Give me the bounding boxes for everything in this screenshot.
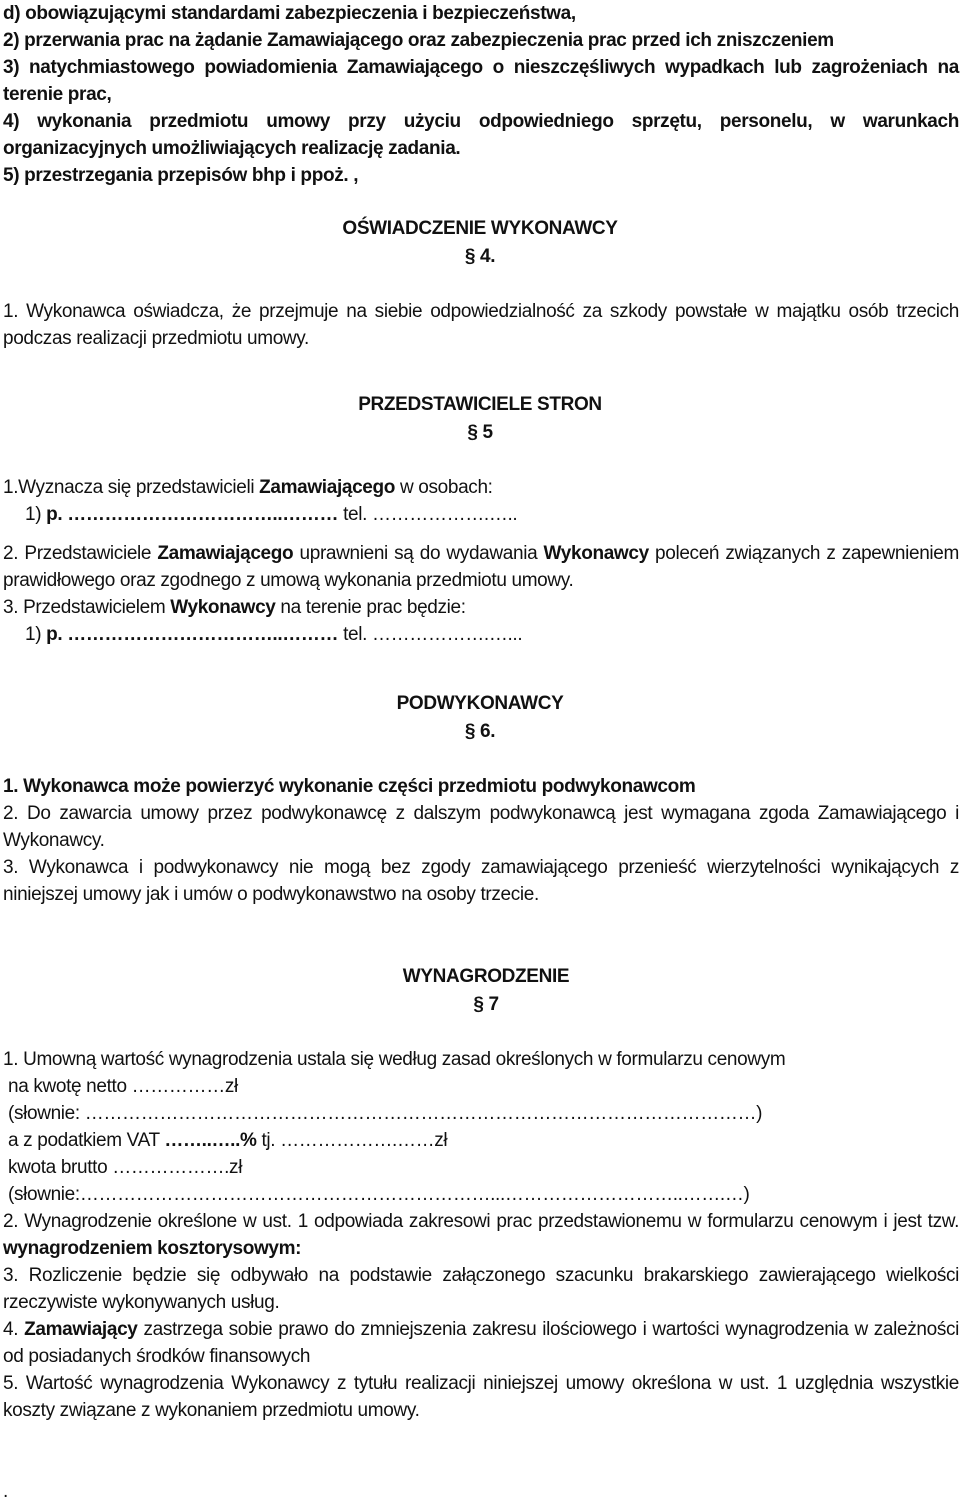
section-6-paragraph-2: 2. Do zawarcia umowy przez podwykonawcę z dalszym podwykonawcą jest wymagana zgoda Zamawiającego i Wykonawcy. (3, 803, 959, 851)
section-6-body (3, 773, 959, 908)
section-5-title: PRZEDSTAWICIELE STRON (358, 394, 602, 415)
obligations-list (3, 0, 959, 189)
section-5-line-2: 1) p. ……………………………..……… tel. ……………….…... (25, 624, 523, 645)
section-5-paragraph-3: 3. Przedstawicielem Wykonawcy na terenie prac będzie: (3, 597, 466, 618)
section-7-title: WYNAGRODZENIE (402, 966, 570, 987)
section-5-paragraph-1: 1.Wyznacza się przedstawicieli Zamawiającego w osobach: (3, 477, 493, 498)
section-7-body (3, 1046, 959, 1424)
section-5-body-2 (3, 540, 959, 648)
section-7-paragraph-2: 2. Wynagrodzenie określone w ust. 1 odpowiada zakresowi prac przedstawionemu w formularzu cenowym i jest tzw. wynagrodzeniem kosztorysowym: (3, 1211, 959, 1259)
section-7-paragraph-3: 3. Rozliczenie będzie się odbywało na podstawie załączonego szacunku brakarskiego zawierającego wielkości rzeczywiste wykonywanych usług. (3, 1265, 959, 1313)
section-6-paragraph-1: 1. Wykonawca może powierzyć wykonanie części przedmiotu podwykonawcom (3, 776, 696, 797)
vat-line: a z podatkiem VAT ……..…..% tj. ……………….……zł (8, 1130, 448, 1151)
footer-dot: . (3, 1481, 8, 1502)
section-5-line-1: 1) p. ……………………………..……… tel. ……………….….. (25, 504, 518, 525)
obligation-d: d) obowiązującymi standardami zabezpieczenia i bezpieczeństwa, (3, 3, 576, 24)
brutto-in-words-line: (słownie:…………………………………………………………...………………………..…….…) (8, 1184, 750, 1205)
section-7-paragraph-5: 5. Wartość wynagrodzenia Wykonawcy z tytułu realizacji niniejszej umowy określona w ust. 1 uzględnia wszystkie koszty związane z wykonaniem przedmiotu umowy. (3, 1373, 959, 1421)
brutto-amount-line: kwota brutto ……………….zł (8, 1157, 243, 1178)
obligation-2: 2) przerwania prac na żądanie Zamawiającego oraz zabezpieczenia prac przed ich zniszczeniem (3, 30, 834, 51)
section-7-paragraph-4: 4. Zamawiający zastrzega sobie prawo do zmniejszenia zakresu ilościowego i wartości wynagrodzenia w zależności od posiadanych środków finansowych (3, 1319, 959, 1367)
obligation-5: 5) przestrzegania przepisów bhp i ppoż. , (3, 165, 359, 186)
section-5-number: § 5 (467, 422, 493, 443)
netto-amount-line: na kwotę netto ……………zł (8, 1076, 238, 1097)
obligation-4: 4) wykonania przedmiotu umowy przy użyciu odpowiedniego sprzętu, personelu, w warunkach organizacyjnych umożliwiających realizację zadania. (3, 111, 959, 159)
section-7-number: § 7 (473, 994, 499, 1015)
section-6-title: PODWYKONAWCY (396, 693, 564, 714)
section-4-number: § 4. (464, 246, 496, 267)
section-4-body (3, 298, 959, 352)
section-4-paragraph-1: 1. Wykonawca oświadcza, że przejmuje na siebie odpowiedzialność za szkody powstałe w majątku osób trzecich podczas realizacji przedmiotu umowy. (3, 301, 959, 349)
section-6-paragraph-3: 3. Wykonawca i podwykonawcy nie mogą bez zgody zamawiającego przenieść wierzytelności wynikających z niniejszej umowy jak i umów o podwykonawstwo na osoby trzecie. (3, 857, 959, 905)
section-5-body (3, 474, 959, 528)
section-4-title: OŚWIADCZENIE WYKONAWCY (342, 218, 618, 239)
section-6-number: § 6. (464, 721, 496, 742)
obligation-3: 3) natychmiastowego powiadomienia Zamawiającego o nieszczęśliwych wypadkach lub zagrożeniach na terenie prac, (3, 57, 959, 105)
section-7-paragraph-1: 1. Umowną wartość wynagrodzenia ustala się według zasad określonych w formularzu cenowym (3, 1049, 786, 1070)
section-5-paragraph-2: 2. Przedstawiciele Zamawiającego uprawnieni są do wydawania Wykonawcy poleceń związanych z zapewnieniem prawidłowego oraz zgodnego z umową wykonania przedmiotu umowy. (3, 543, 959, 591)
netto-in-words-line: (słownie: ………………………………………………………………………………………………) (8, 1103, 763, 1124)
